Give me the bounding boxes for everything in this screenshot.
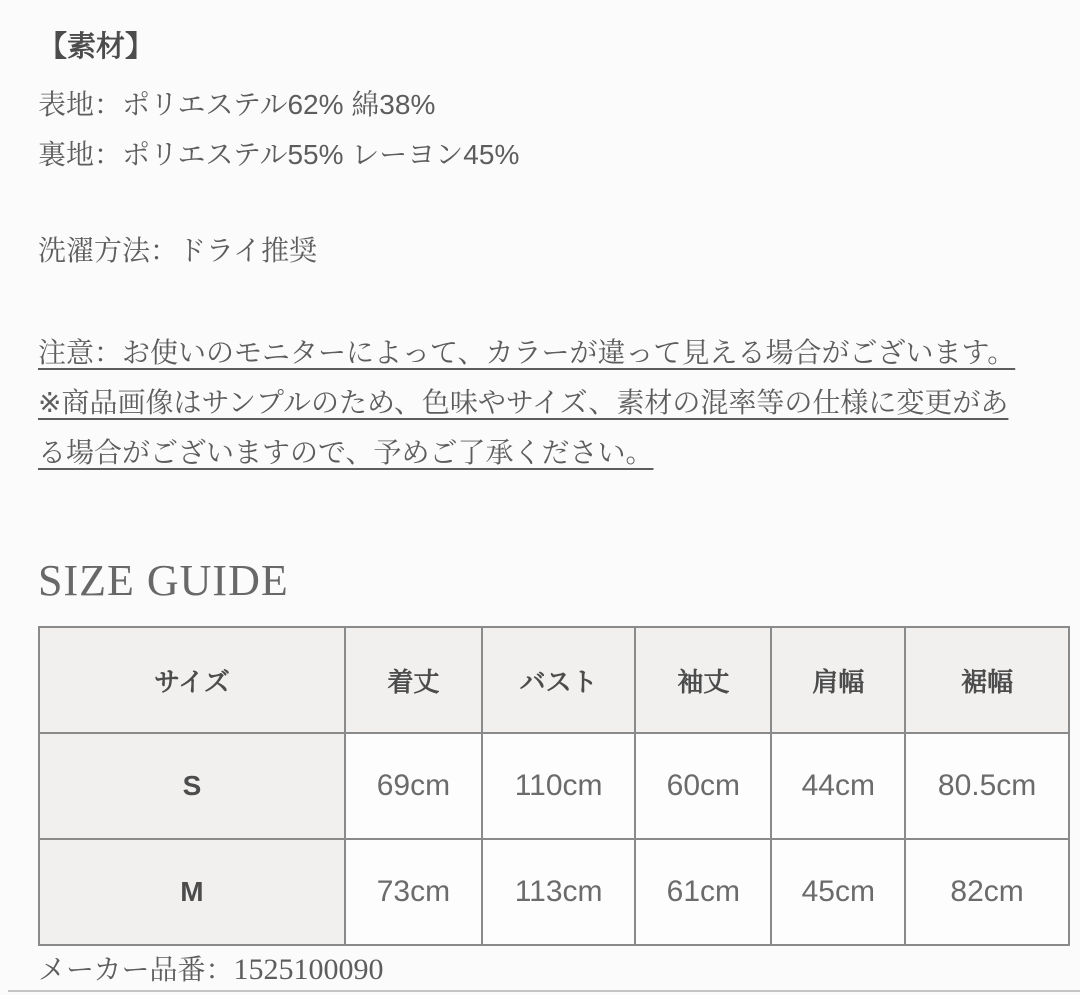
cell-m-bust: 113cm bbox=[482, 839, 635, 945]
notice-section bbox=[38, 328, 1042, 478]
row-header-s: S bbox=[39, 733, 345, 839]
maker-product-number-label: メーカー品番： bbox=[38, 954, 234, 985]
cell-s-sleeve: 60cm bbox=[635, 733, 771, 839]
column-header-size: サイズ bbox=[39, 627, 345, 733]
cell-s-bust: 110cm bbox=[482, 733, 635, 839]
bottom-divider bbox=[8, 990, 1080, 992]
table-header-row bbox=[39, 627, 1069, 733]
row-header-m: M bbox=[39, 839, 345, 945]
table-row-size-s bbox=[39, 733, 1069, 839]
notice-monitor-color-text: 注意：お使いのモニターによって、カラーが違って見える場合がございます。 bbox=[38, 337, 1016, 368]
size-guide-table bbox=[38, 626, 1070, 946]
table-row-size-m bbox=[39, 839, 1069, 945]
notice-monitor-color bbox=[38, 328, 1030, 378]
material-section bbox=[38, 30, 1042, 180]
notice-sample-disclaimer bbox=[38, 378, 1030, 478]
maker-product-number-value: 1525100090 bbox=[233, 953, 384, 986]
material-outer-fabric: 表地：ポリエステル62% 綿38% bbox=[38, 89, 436, 120]
material-section-title: 【素材】 bbox=[38, 31, 155, 63]
column-header-hem: 裾幅 bbox=[905, 627, 1069, 733]
cell-s-length: 69cm bbox=[345, 733, 482, 839]
material-lining: 裏地：ポリエステル55% レーヨン45% bbox=[38, 139, 520, 170]
material-lines bbox=[38, 80, 1042, 180]
column-header-shoulder: 肩幅 bbox=[771, 627, 905, 733]
cell-s-hem: 80.5cm bbox=[905, 733, 1069, 839]
notice-sample-disclaimer-text: ※商品画像はサンプルのため、色味やサイズ、素材の混率等の仕様に変更がある場合がございますので、予めご了承ください。 bbox=[38, 387, 1009, 468]
column-header-sleeve: 袖丈 bbox=[635, 627, 771, 733]
cell-m-hem: 82cm bbox=[905, 839, 1069, 945]
cell-m-sleeve: 61cm bbox=[635, 839, 771, 945]
cell-m-shoulder: 45cm bbox=[771, 839, 905, 945]
column-header-bust: バスト bbox=[482, 627, 635, 733]
care-instructions: 洗濯方法：ドライ推奨 bbox=[38, 235, 318, 266]
maker-product-number bbox=[38, 952, 1042, 988]
cell-s-shoulder: 44cm bbox=[771, 733, 905, 839]
column-header-length: 着丈 bbox=[345, 627, 482, 733]
size-guide-heading: SIZE GUIDE bbox=[38, 556, 289, 605]
cell-m-length: 73cm bbox=[345, 839, 482, 945]
